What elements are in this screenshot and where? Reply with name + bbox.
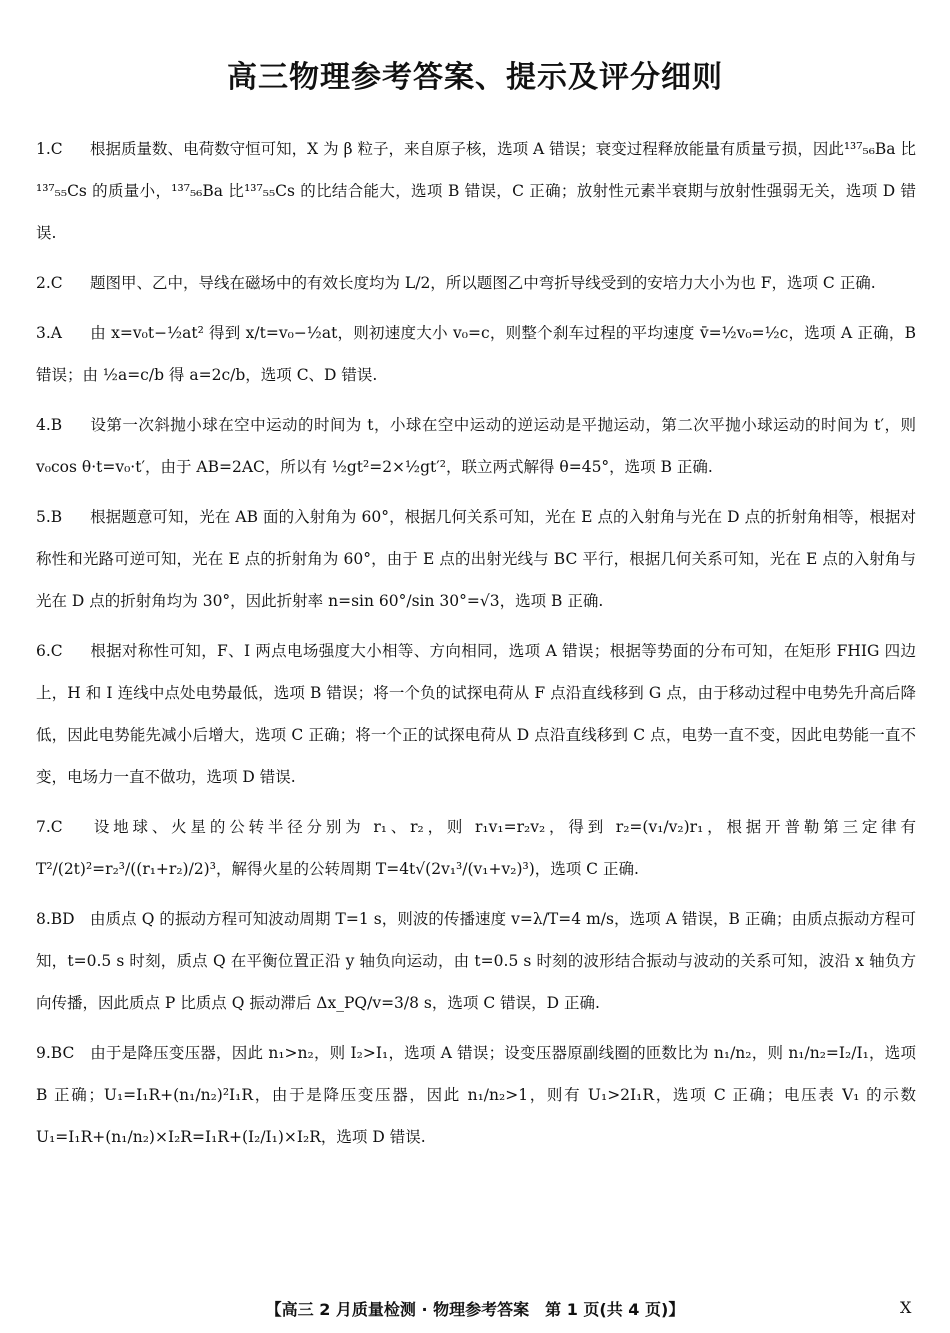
answer-item: [36, 312, 916, 396]
answer-number: 5.B: [36, 508, 63, 526]
version-code: X: [900, 1298, 912, 1317]
answer-item: [36, 404, 916, 488]
answer-item: [36, 1032, 916, 1158]
page-title: 高三物理参考答案、提示及评分细则: [227, 60, 723, 95]
answer-list: [36, 128, 916, 1166]
answer-text: 设地球、火星的公转半径分别为 r₁、r₂，则 r₁v₁=r₂v₂，得到 r₂=(v₁/v₂)r₁，根据开普勒第三定律有 T²/(2t)²=r₂³/((r₁+r₂)/2)³，解得火星的公转周期 T=4t√(2v₁³/(v₁+v₂)³)，选项 C 正确.: [36, 818, 916, 878]
answer-item: [36, 128, 916, 254]
answer-number: 6.C: [36, 642, 63, 660]
answer-number: 3.A: [36, 324, 62, 342]
answer-number: 9.BC: [36, 1044, 75, 1062]
answer-item: [36, 898, 916, 1024]
answer-item: [36, 630, 916, 798]
answer-text: 根据质量数、电荷数守恒可知，X 为 β 粒子，来自原子核，选项 A 错误；衰变过程释放能量有质量亏损，因此¹³⁷₅₆Ba 比¹³⁷₅₅Cs 的质量小，¹³⁷₅₆Ba 比¹³⁷₅₅Cs 的比结合能大，选项 B 错误，C 正确；放射性元素半衰期与放射性强弱无关，选项 D 错误.: [36, 140, 916, 242]
answer-item: [36, 806, 916, 890]
answer-text: 由 x=v₀t−½at² 得到 x/t=v₀−½at，则初速度大小 v₀=c，则整个刹车过程的平均速度 v̄=½v₀=½c，选项 A 正确，B 错误；由 ½a=c/b 得 a=2c/b，选项 C、D 错误.: [36, 324, 916, 384]
answer-text: 由质点 Q 的振动方程可知波动周期 T=1 s，则波的传播速度 v=λ/T=4 m/s，选项 A 错误，B 正确；由质点振动方程可知，t=0.5 s 时刻，质点 Q 在平衡位置正沿 y 轴负向运动，由 t=0.5 s 时刻的波形结合振动与波动的关系可知，波沿 x 轴负方向传播，因此质点 P 比质点 Q 振动滞后 Δx_PQ/v=3/8 s，选项 C 错误，D 正确.: [36, 910, 917, 1012]
answer-text: 根据题意可知，光在 AB 面的入射角为 60°，根据几何关系可知，光在 E 点的入射角与光在 D 点的折射角相等，根据对称性和光路可逆可知，光在 E 点的折射角为 60°，由于 E 点的出射光线与 BC 平行，根据几何关系可知，光在 E 点的入射角与光在 D 点的折射角均为 30°，因此折射率 n=sin 60°/sin 30°=√3，选项 B 正确.: [36, 508, 916, 610]
answer-number: 7.C: [36, 818, 63, 836]
answer-number: 4.B: [36, 416, 63, 434]
answer-item: [36, 262, 916, 304]
answer-text: 设第一次斜抛小球在空中运动的时间为 t，小球在空中运动的逆运动是平抛运动，第二次平抛小球运动的时间为 t′，则 v₀cos θ·t=v₀·t′，由于 AB=2AC，所以有 ½gt²=2×½gt′²，联立两式解得 θ=45°，选项 B 正确.: [36, 416, 916, 476]
answer-number: 2.C: [36, 274, 63, 292]
answer-text: 根据对称性可知，F、I 两点电场强度大小相等、方向相同，选项 A 错误；根据等势面的分布可知，在矩形 FHIG 四边上，H 和 I 连线中点处电势最低，选项 B 错误；将一个负的试探电荷从 F 点沿直线移到 G 点，由于移动过程中电势先升高后降低，因此电势能先减小后增大，选项 C 正确；将一个正的试探电荷从 D 点沿直线移到 C 点，电势一直不变，因此电势能一直不变，电场力一直不做功，选项 D 错误.: [36, 642, 916, 786]
answer-text: 由于是降压变压器，因此 n₁>n₂，则 I₂>I₁，选项 A 错误；设变压器原副线圈的匝数比为 n₁/n₂，则 n₁/n₂=I₂/I₁，选项 B 正确；U₁=I₁R+(n₁/n₂)²I₁R，由于是降压变压器，因此 n₁/n₂>1，则有 U₁>2I₁R，选项 C 正确；电压表 V₁ 的示数 U₁=I₁R+(n₁/n₂)×I₂R=I₁R+(I₂/I₁)×I₂R，选项 D 错误.: [36, 1044, 916, 1146]
answer-text: 题图甲、乙中，导线在磁场中的有效长度均为 L/2，所以题图乙中弯折导线受到的安培力大小为也 F，选项 C 正确.: [90, 274, 876, 292]
answer-number: 1.C: [36, 140, 63, 158]
answer-number: 8.BD: [36, 910, 75, 928]
page-footer: 【高三 2 月质量检测 · 物理参考答案 第 1 页(共 4 页)】: [265, 1300, 685, 1319]
answer-item: [36, 496, 916, 622]
